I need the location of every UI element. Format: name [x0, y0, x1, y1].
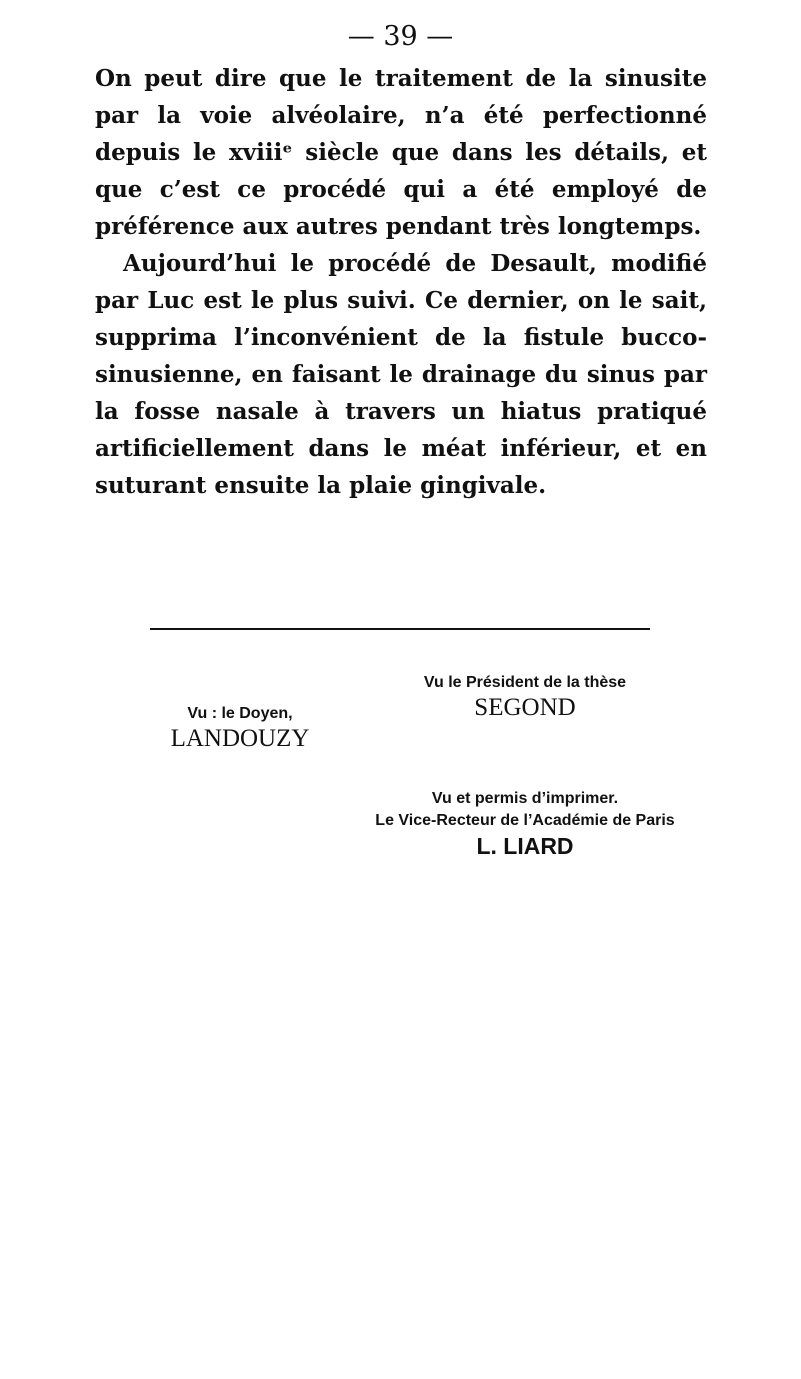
- president-caption: Vu le Président de la thèse: [423, 674, 627, 691]
- paragraph-1: On peut dire que le traitement de la sinusite par la voie alvéolaire, n’a été perfectionné depuis le xviiiᵉ siècle que dans les détails, et que c’est ce procédé qui a été employé de préférence aux autres pendant très longtemps.: [95, 65, 707, 240]
- horizontal-rule: [150, 628, 650, 630]
- doyen-name: LANDOUZY: [170, 725, 310, 752]
- paragraph-2: Aujourd’hui le procédé de Desault, modifié par Luc est le plus suivi. Ce dernier, on le sait, supprima l’inconvénient de la fistule bucco-sinusienne, en faisant le drainage du sinus par la fosse nasale à travers un hiatus pratiqué artificiellement dans le méat inférieur, et en suturant ensuite la plaie gingivale.: [95, 250, 707, 499]
- permis-name: L. LIARD: [476, 833, 574, 859]
- permis-caption-line2: Le Vice-Recteur de l’Académie de Paris: [375, 812, 675, 829]
- doyen-caption: Vu : le Doyen,: [187, 705, 293, 722]
- president-name: SEGOND: [474, 694, 576, 721]
- signature-doyen: [75, 703, 405, 753]
- page-number: — 39 —: [347, 21, 454, 52]
- body-text: [95, 60, 707, 504]
- signature-permis: [335, 788, 715, 860]
- permis-caption-line1: Vu et permis d’imprimer.: [431, 790, 619, 807]
